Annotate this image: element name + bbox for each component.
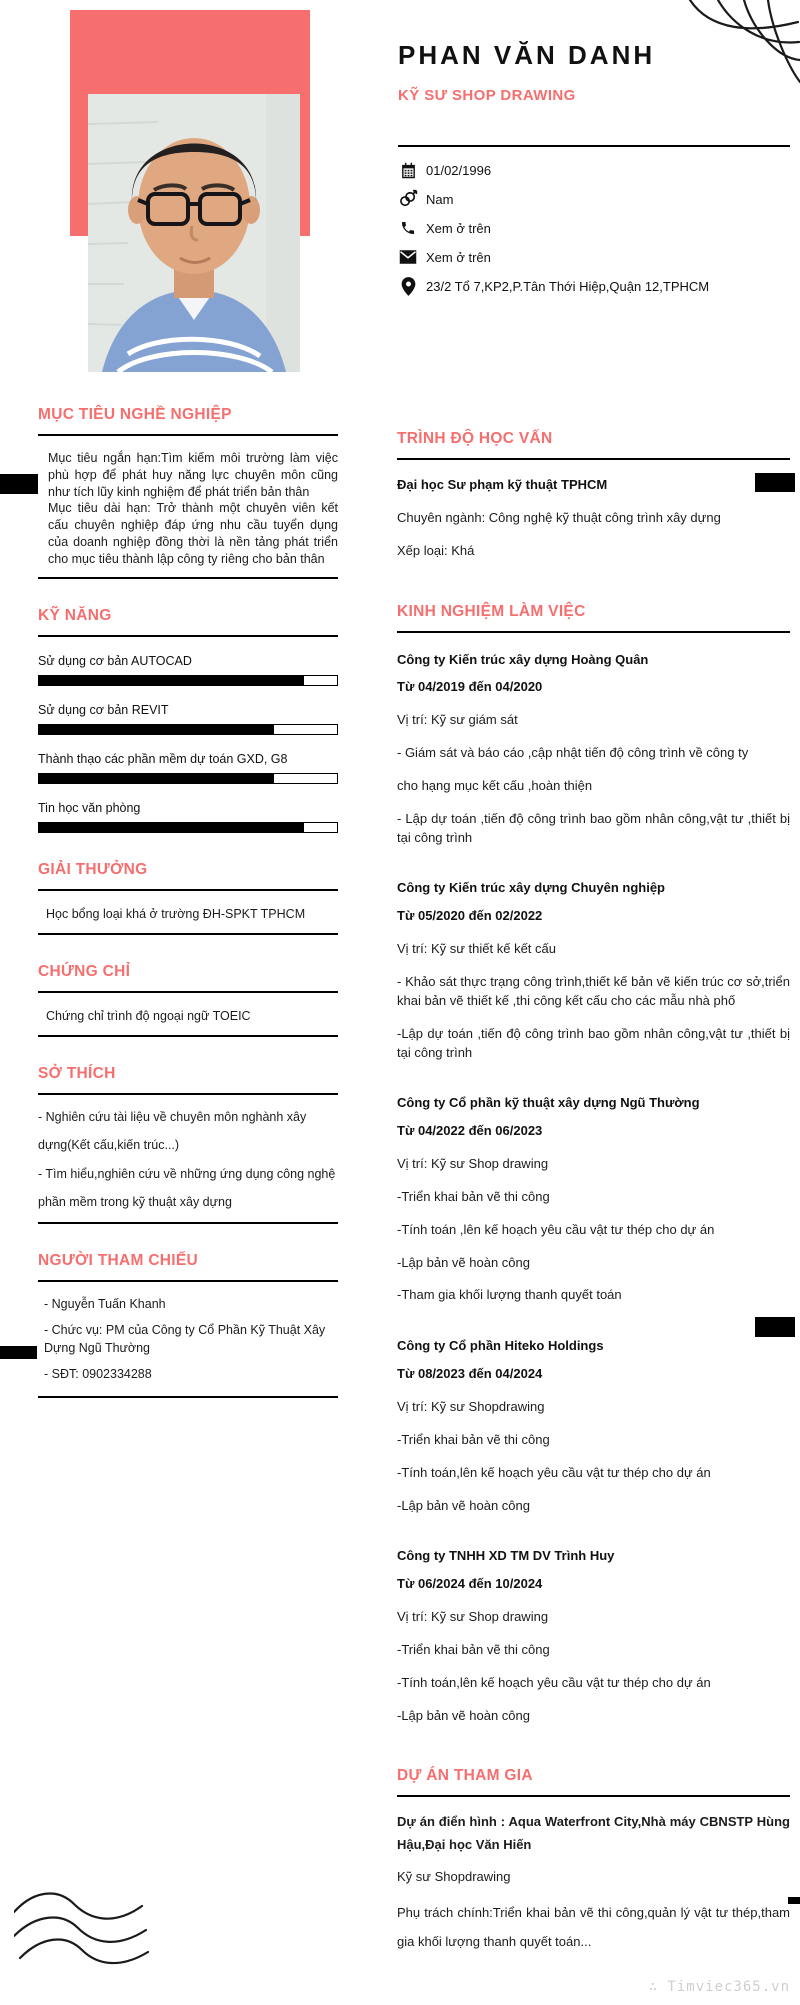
skill-progress-fill: [39, 676, 304, 685]
skill-progress-bar: [38, 724, 338, 735]
job-position: Vị trí: Kỹ sư Shop drawing: [397, 1609, 549, 1625]
education-school: Đại học Sư phạm kỹ thuật TPHCM: [397, 477, 608, 492]
skill-progress-bar: [38, 773, 338, 784]
references-heading: NGƯỜI THAM CHIẾU: [38, 1251, 199, 1269]
job-detail: -Tính toán,lên kế hoạch yêu cầu vật tư thép cho dự án: [397, 1674, 711, 1690]
job-detail: - Khảo sát thực trạng công trình,thiết kế bản vẽ kiến trúc cơ sở,triển khai bản vẽ thiết kế ,thi công kết cấu cho các mẫu nhà phố: [397, 974, 790, 1008]
job-detail: -Triển khai bản vẽ thi công: [397, 1188, 550, 1204]
skill-item: [38, 801, 338, 833]
heading-underline: [38, 1280, 338, 1282]
job-detail: -Triển khai bản vẽ thi công: [397, 1641, 550, 1657]
projects-body: [397, 1811, 790, 1956]
reference-position: - Chức vụ: PM của Công ty Cổ Phần Kỹ Thuật Xây Dựng Ngũ Thường: [44, 1323, 326, 1355]
education-grade: Xếp loại: Khá: [397, 543, 475, 559]
job-company: Công ty Cổ phần Hiteko Holdings: [397, 1338, 604, 1354]
redaction-bar: [788, 1897, 800, 1904]
job-period: Từ 05/2020 đến 02/2022: [397, 908, 543, 924]
job-period: Từ 06/2024 đến 10/2024: [397, 1576, 543, 1592]
education-heading: TRÌNH ĐỘ HỌC VẤN: [397, 430, 553, 447]
heading-underline: [38, 434, 338, 436]
gender-value: Nam: [426, 191, 454, 207]
skill-progress-fill: [39, 823, 304, 832]
section-projects: [397, 1767, 790, 1956]
contact-row-gender: [398, 189, 790, 209]
job-company: Công ty TNHH XD TM DV Trình Huy: [397, 1548, 615, 1564]
education-body: [397, 476, 790, 561]
redaction-bar: [755, 473, 795, 492]
heading-underline: [38, 635, 338, 637]
projects-heading: DỰ ÁN THAM GIA: [397, 1767, 533, 1785]
reference-name: - Nguyễn Tuấn Khanh: [44, 1296, 166, 1311]
job-position: Vị trí: Kỹ sư giám sát: [397, 712, 518, 728]
experience-heading: KINH NGHIỆM LÀM VIỆC: [397, 602, 586, 620]
hobbies-heading: SỞ THÍCH: [38, 1065, 116, 1083]
job-detail: cho hạng mục kết cấu ,hoàn thiện: [397, 777, 593, 793]
skill-label: Tin học văn phòng: [38, 801, 141, 816]
heading-underline: [38, 991, 338, 993]
contact-list: [398, 160, 790, 296]
section-hobbies: [38, 1065, 338, 1224]
section-objective: [38, 406, 338, 579]
skill-label: Sử dụng cơ bản AUTOCAD: [38, 654, 192, 669]
left-column: [38, 406, 338, 1426]
job-detail: -Lập bản vẽ hoàn công: [397, 1254, 530, 1270]
contact-row-address: [398, 276, 790, 296]
job-entry: [397, 1547, 790, 1725]
certificate-item: Chứng chỉ trình độ ngoại ngữ TOEIC: [38, 1009, 338, 1037]
job-detail: -Tính toán,lên kế hoạch yêu cầu vật tư thép cho dự án: [397, 1464, 711, 1480]
job-period: Từ 08/2023 đến 04/2024: [397, 1366, 543, 1382]
job-entry: [397, 651, 790, 848]
contact-row-email: [398, 247, 790, 267]
job-detail: -Lập dự toán ,tiến độ công trình bao gồm nhân công,vật tư ,thiết bị tại công trình: [397, 1025, 790, 1060]
job-period: Từ 04/2019 đến 04/2020: [397, 679, 543, 695]
job-company: Công ty Cổ phần kỹ thuật xây dựng Ngũ Thường: [397, 1095, 700, 1111]
skill-progress-bar: [38, 675, 338, 686]
heading-underline: [397, 631, 790, 633]
job-detail: -Tính toán ,lên kế hoạch yêu cầu vật tư thép cho dự án: [397, 1221, 715, 1237]
job-detail: -Lập bản vẽ hoàn công: [397, 1707, 530, 1723]
job-position: Vị trí: Kỹ sư Shop drawing: [397, 1156, 549, 1172]
heading-underline: [38, 1093, 338, 1095]
objective-long-term: Mục tiêu dài hạn: Trở thành một chuyên viên kết cấu chuyên nghiệp đáp ứng nhu cầu tuyển dụng của doanh nghiệp đồng thời là nền tảng phát triển cho mục tiêu thành lập công ty riêng cho bản thân: [48, 501, 338, 566]
certificates-heading: CHỨNG CHỈ: [38, 963, 131, 981]
redaction-bar: [0, 474, 38, 494]
heading-underline: [38, 889, 338, 891]
heading-underline: [397, 1795, 790, 1797]
skill-label: Thành thạo các phần mềm dự toán GXD, G8: [38, 752, 288, 767]
hobby-item: - Tìm hiểu,nghiên cứu về những ứng dụng công nghệ phần mềm trong kỹ thuật xây dựng: [38, 1166, 336, 1209]
project-role: Kỹ sư Shopdrawing: [397, 1868, 511, 1884]
location-icon: [398, 276, 418, 296]
birthday-value: 01/02/1996: [426, 162, 492, 178]
job-entry: [397, 1337, 790, 1515]
project-responsibility: Phụ trách chính:Triển khai bản vẽ thi công,quản lý vật tư thép,tham gia khối lượng thanh quyết toán...: [397, 1904, 790, 1949]
reference-phone: - SĐT: 0902334288: [44, 1367, 152, 1382]
squiggle-decoration-bottom-left: [14, 1888, 149, 1970]
job-detail: -Tham gia khối lượng thanh quyết toán: [397, 1287, 622, 1303]
watermark: ∴ Timviec365.vn: [648, 1979, 790, 1995]
project-highlight: Dự án điển hình : Aqua Waterfront City,Nhà máy CBNSTP Hùng Hậu,Đại học Văn Hiến: [397, 1814, 790, 1853]
phone-icon: [398, 218, 418, 238]
award-item: Học bổng loại khá ở trường ĐH-SPKT TPHCM: [38, 907, 338, 935]
skill-label: Sử dụng cơ bản REVIT: [38, 703, 169, 718]
skill-progress-fill: [39, 725, 274, 734]
awards-heading: GIẢI THƯỞNG: [38, 861, 148, 879]
objective-text: [38, 450, 338, 579]
job-detail: - Giám sát và báo cáo ,cập nhật tiến độ công trình về công ty: [397, 745, 749, 761]
hobbies-text: [38, 1103, 338, 1224]
header-divider: [398, 145, 790, 147]
job-entry: [397, 879, 790, 1062]
job-entry: [397, 1094, 790, 1305]
job-detail: -Triển khai bản vẽ thi công: [397, 1431, 550, 1447]
job-position: Vị trí: Kỹ sư Shopdrawing: [397, 1398, 545, 1414]
job-position: Vị trí: Kỹ sư thiết kế kết cấu: [397, 941, 556, 957]
objective-heading: MỤC TIÊU NGHỀ NGHIỆP: [38, 406, 232, 423]
address-value: 23/2 Tổ 7,KP2,P.Tân Thới Hiệp,Quận 12,TPHCM: [426, 278, 710, 294]
job-title: KỸ SƯ SHOP DRAWING: [398, 87, 576, 104]
email-icon: [398, 247, 418, 267]
skill-progress-fill: [39, 774, 274, 783]
section-references: [38, 1252, 338, 1398]
section-experience: [397, 603, 790, 1726]
job-company: Công ty Kiến trúc xây dựng Hoàng Quân: [397, 651, 649, 667]
skill-item: [38, 752, 338, 784]
email-value: Xem ở trên: [426, 249, 491, 265]
references-text: [38, 1296, 338, 1398]
job-period: Từ 04/2022 đến 06/2023: [397, 1123, 543, 1139]
contact-row-birthday: [398, 160, 790, 180]
profile-photo-illustration: [88, 94, 300, 372]
calendar-icon: [398, 160, 418, 180]
section-skills: [38, 607, 338, 833]
skills-heading: KỸ NĂNG: [38, 607, 112, 625]
candidate-name: PHAN VĂN DANH: [398, 40, 656, 70]
skill-progress-bar: [38, 822, 338, 833]
profile-photo: [88, 94, 300, 372]
skill-item: [38, 703, 338, 735]
phone-value: Xem ở trên: [426, 220, 491, 236]
education-major: Chuyên ngành: Công nghệ kỹ thuật công trình xây dựng: [397, 510, 721, 526]
contact-row-phone: [398, 218, 790, 238]
objective-short-term: Mục tiêu ngắn hạn:Tìm kiếm môi trường làm việc phù hợp để phát huy năng lực chuyên môn cũng như tích lũy kinh nghiệm để phát triển bản thân: [48, 451, 338, 499]
redaction-bar: [0, 1346, 37, 1359]
gender-icon: [398, 189, 418, 209]
job-list: [397, 651, 790, 1726]
hobby-item: - Nghiên cứu tài liệu về chuyên môn nghành xây dựng(Kết cấu,kiến trúc...): [38, 1110, 307, 1153]
section-awards: [38, 861, 338, 935]
right-column: [397, 430, 790, 1998]
section-education: [397, 430, 790, 561]
job-company: Công ty Kiến trúc xây dựng Chuyên nghiệp: [397, 880, 665, 896]
skill-item: [38, 654, 338, 686]
redaction-bar: [755, 1317, 795, 1337]
job-detail: -Lập bản vẽ hoàn công: [397, 1497, 530, 1513]
job-detail: - Lập dự toán ,tiến độ công trình bao gồm nhân công,vật tư ,thiết bị tại công trình: [397, 810, 790, 845]
section-certificates: [38, 963, 338, 1037]
header: [398, 40, 790, 305]
heading-underline: [397, 458, 790, 460]
